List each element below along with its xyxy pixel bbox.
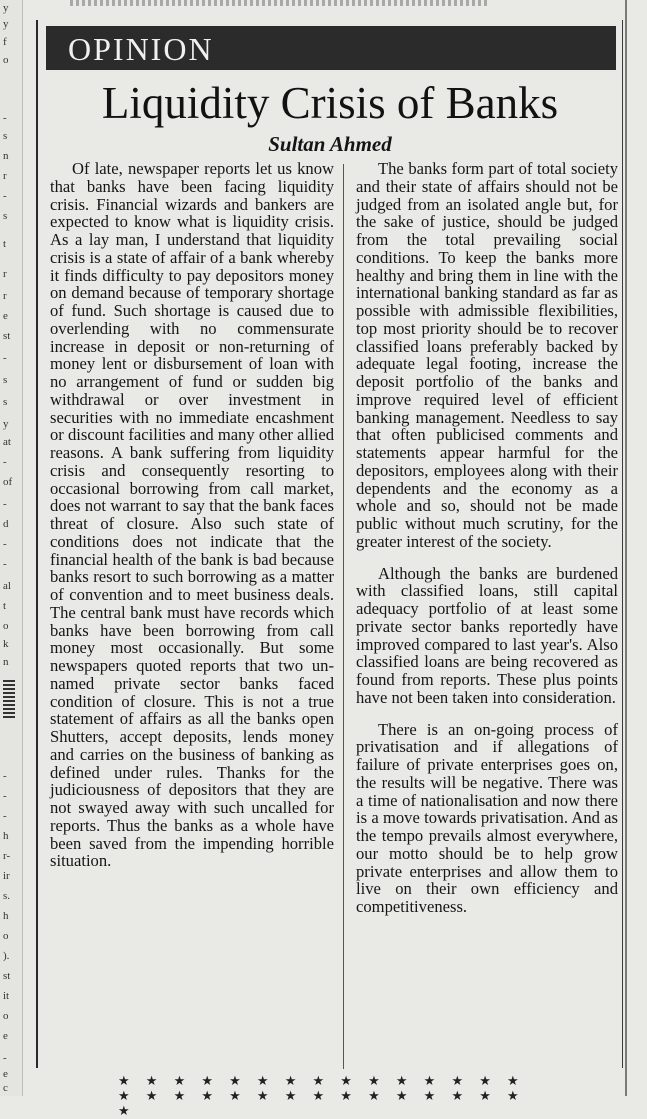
right-column <box>356 160 618 916</box>
paragraph: Of late, newspaper reports let us know that banks have been facing liquidity crisis. Financial wizards and bankers are expected to know what is liquidity crisis. As a lay man, I understand that liquidity crisis is a state of affair of a bank whereby it finds difficulty to pay depositors money on demand because of temporary shortage of fund. Such shortage is caused due to overlending with no commensurate increase in deposit or non-returning of money lent or disbursement of loan with no arrangement of fund or sudden big withdrawal or over investment in securities with no immediate encashment or discount facilities and many other allied reasons. A bank suffering from liquidity crisis and consequently resorting to occasional borrowing from call market, does not warrant to say that the bank faces threat of closure. Also such state of conditions does not indicate that the financial health of the bank is bad because banks resort to such borrowing as a matter of convention and to meet business deals. The central bank must have records which banks have been borrowing from call money most occasionally. But some newspapers quoted reports that two un-named private sector banks faced condition of closure. This is not a true statement of affairs as all the banks open Shutters, accept deposits, lends money and carries on the business of banking as defined under rules. Thanks for the judiciousness of depositors that they are not swayed away with such uncalled for reports. Thus the banks as a whole have been saved from the impending horrible situation. <box>50 159 334 871</box>
section-banner <box>46 26 616 70</box>
column-divider <box>343 164 344 1069</box>
paragraph: The banks form part of total society and their state of affairs should not be judged from an isolated angle but, for the sake of justice, should be judged from the total prevailing social conditions. To keep the banks more healthy and bring them in line with the international banking standard as far as possible with admissible flexibilities, top most priority should be to recover classified loans preferably backed by adequate legal footing, increase the deposit portfolio of the banks and improve required level of efficient banking management. Needless to say that often publicised comments and statements appear harmful for the depositors, employees along with their dependents and the economy as a whole and so, should not be made public without much scrutiny, for the greater interest of the society. <box>356 159 618 551</box>
previous-article-fragment <box>70 0 490 6</box>
byline: Sultan Ahmed <box>268 132 392 156</box>
footer-ornament: ★ ★ ★ ★ ★ ★ ★ ★ ★ ★ ★ ★ ★ ★ ★ ★ ★ ★ ★ ★ ★ ★ ★ ★ ★ ★ ★ ★ ★ ★ ★ <box>118 1074 525 1119</box>
page-edge-rule <box>625 0 627 1096</box>
paragraph: There is an on-going process of privatisation and if allegations of failure of private enterprises goes on, the results will be negative. There was a time of nationalisation and now there is a move towards privatisation. And as the tempo prevails almost everywhere, our motto should be to help grow private enterprises and allow them to live on their own efficiency and competitiveness. <box>356 719 618 916</box>
left-column <box>50 160 334 870</box>
paragraph: Although the banks are burdened with classified loans, still capital adequacy portfolio of at least some private sector banks reportedly have improved compared to last year's. Also classified loans are being recovered as found from reports. These plus points have not been taken into consideration. <box>356 563 618 707</box>
opinion-article <box>36 20 623 1068</box>
adjacent-column-margin: y y f o - s n r - s t r r e st - s s y at - of - d - - al t o k n - - - h r- ir s. h o ). st it o e - e c <box>0 0 23 1096</box>
headline: Liquidity Crisis of Banks <box>101 78 559 128</box>
section-label: OPINION <box>68 31 214 67</box>
